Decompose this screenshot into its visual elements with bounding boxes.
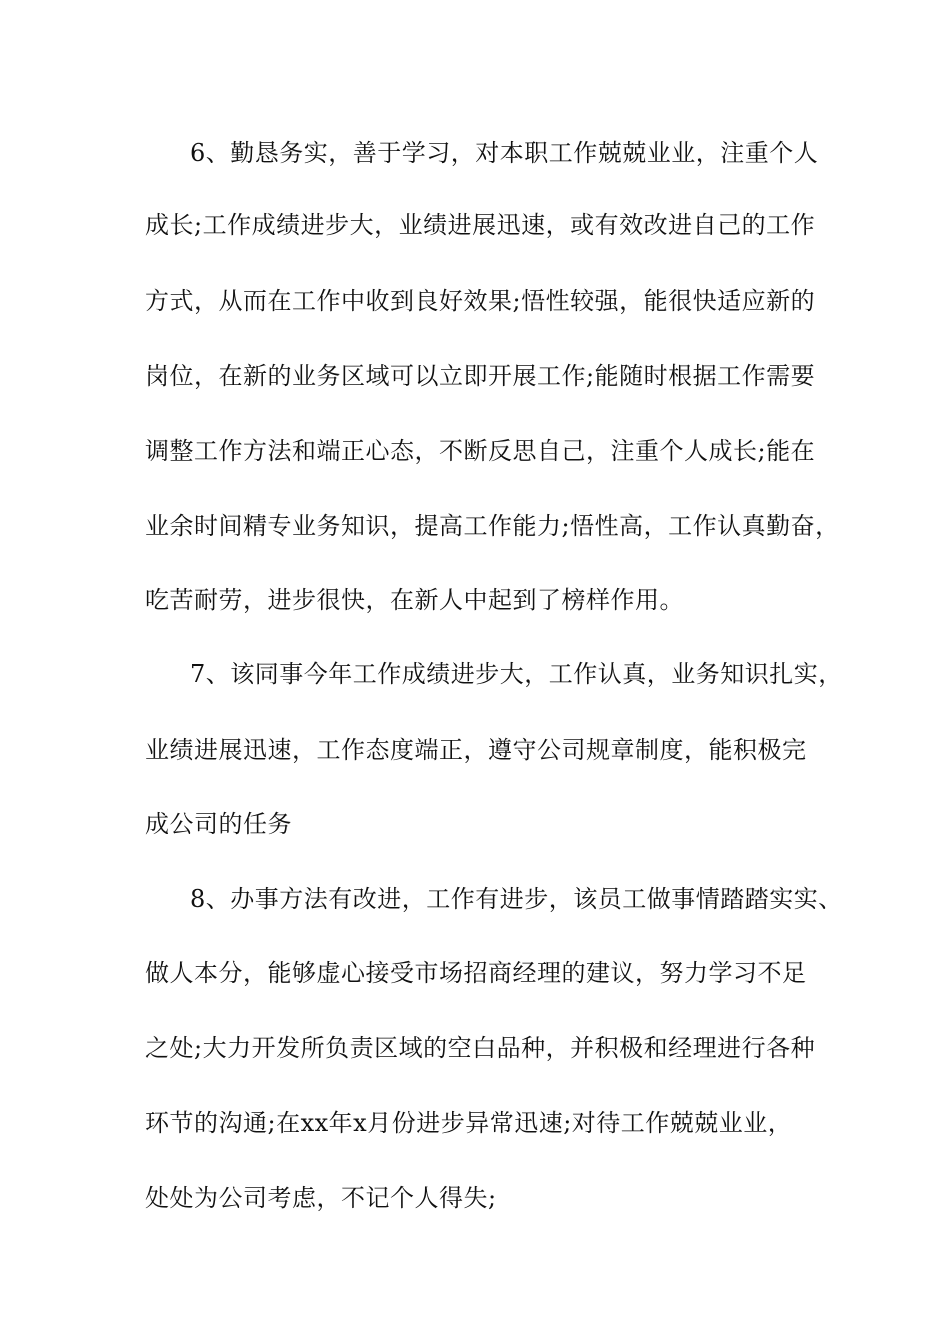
paragraph-8-line-1: 8、办事方法有改进，工作有进步，该员工做事情踏踏实实、 xyxy=(190,885,843,913)
paragraph-7-line-1: 7、该同事今年工作成绩进步大，工作认真，业务知识扎实， xyxy=(190,660,843,688)
paragraph-6-line-2: 成长;工作成绩进步大，业绩进展迅速，或有效改进自己的工作 xyxy=(145,211,816,239)
paragraph-7-line-3: 成公司的任务 xyxy=(145,810,292,838)
paragraph-6-line-5: 调整工作方法和端正心态，不断反思自己，注重个人成长;能在 xyxy=(145,437,816,465)
paragraph-6-line-7: 吃苦耐劳，进步很快，在新人中起到了榜样作用。 xyxy=(145,586,684,614)
paragraph-6-line-1: 6、勤恳务实，善于学习，对本职工作兢兢业业，注重个人 xyxy=(190,139,819,167)
paragraph-6-line-4: 岗位，在新的业务区域可以立即开展工作;能随时根据工作需要 xyxy=(145,362,816,390)
paragraph-8-line-4: 环节的沟通;在xx年x月份进步异常迅速;对待工作兢兢业业， xyxy=(145,1109,793,1137)
paragraph-8-line-2: 做人本分，能够虚心接受市场招商经理的建议，努力学习不足 xyxy=(145,959,807,987)
paragraph-6-line-3: 方式，从而在工作中收到良好效果;悟性较强，能很快适应新的 xyxy=(145,287,816,315)
paragraph-8-line-3: 之处;大力开发所负责区域的空白品种，并积极和经理进行各种 xyxy=(145,1034,816,1062)
paragraph-6-line-6: 业余时间精专业务知识，提高工作能力;悟性高，工作认真勤奋， xyxy=(145,512,840,540)
paragraph-7-line-2: 业绩进展迅速，工作态度端正，遵守公司规章制度，能积极完 xyxy=(145,736,807,764)
paragraph-8-line-5: 处处为公司考虑，不记个人得失; xyxy=(145,1184,497,1212)
